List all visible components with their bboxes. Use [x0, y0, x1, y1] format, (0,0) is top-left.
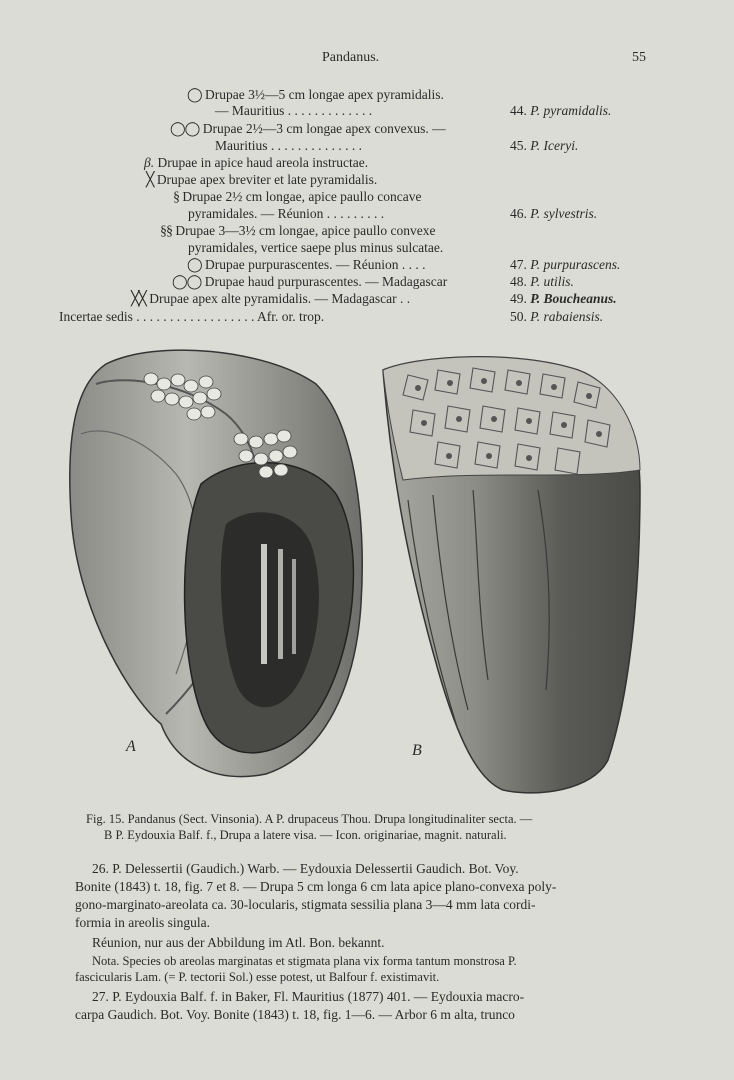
key-reference: 49. P. Boucheanus. [510, 291, 617, 306]
figure-a-drupe-illustration [66, 344, 376, 784]
key-text: — Mauritius . . . . . . . . . . . . . [215, 103, 373, 118]
beta-symbol: β. [144, 155, 155, 170]
key-reference: 44. P. pyramidalis. [510, 103, 612, 118]
key-line [188, 240, 443, 256]
key-text: Incertae sedis . . . . . . . . . . . . . . . . . . Afr. or. trop. [59, 309, 325, 324]
key-line [187, 87, 444, 104]
key-text: Drupae haud purpurascentes. — Madagascar [204, 274, 448, 289]
key-text: pyramidales. — Réunion . . . . . . . . . [188, 206, 385, 221]
key-reference: 48. P. utilis. [510, 274, 574, 289]
key-line [172, 274, 447, 291]
key-text: Drupae purpurascentes. — Réunion . . . . [205, 257, 426, 272]
key-line [187, 257, 426, 274]
double-circle-symbol-icon: ◯◯ [172, 275, 202, 290]
key-text: pyramidales, vertice saepe plus minus sulcatae. [188, 240, 444, 255]
circle-symbol-icon: ◯ [187, 88, 202, 103]
entry-distribution: Réunion, nur aus der Abbildung im Atl. Bon. bekannt. [92, 935, 385, 950]
key-line [215, 138, 362, 154]
key-line [144, 155, 368, 171]
figure-label-a: A [126, 738, 136, 755]
page-number: 55 [632, 50, 646, 65]
double-cross-symbol-icon: ╳╳ [131, 292, 146, 307]
key-text: Drupae 2½ cm longae, apice paullo concave [182, 189, 422, 204]
running-title: Pandanus. [322, 50, 380, 65]
key-text: Drupae 2½—3 cm longae apex convexus. — [202, 121, 446, 136]
key-text: Drupae 3½—5 cm longae apex pyramidalis. [205, 87, 444, 102]
entry-line: 26. P. Delessertii (Gaudich.) Warb. — Eydouxia Delessertii Gaudich. Bot. Voy. [92, 861, 519, 876]
entry-note: Nota. Species ob areolas marginatas et stigmata plana vix forma tantum monstrosa P. [92, 954, 517, 968]
key-text: Mauritius . . . . . . . . . . . . . . [215, 138, 362, 153]
key-reference: 46. P. sylvestris. [510, 206, 598, 221]
key-line [131, 291, 410, 308]
key-line [215, 103, 372, 119]
key-line [173, 189, 422, 206]
section-symbol-icon: § [173, 190, 179, 205]
entry-line: carpa Gaudich. Bot. Voy. Bonite (1843) t. 18, fig. 1—6. — Arbor 6 m alta, trunco [75, 1007, 515, 1022]
key-reference: 45. P. Iceryi. [510, 138, 579, 153]
double-circle-symbol-icon: ◯◯ [170, 122, 200, 137]
double-section-symbol-icon: §§ [160, 224, 172, 239]
entry-line: Bonite (1843) t. 18, fig. 7 et 8. — Drupa 5 cm longa 6 cm lata apice plano-convexa poly- [75, 879, 557, 894]
entry-note: fascicularis Lam. (= P. tectorii Sol.) esse potest, ut Balfour f. existimavit. [75, 970, 440, 984]
figure-b-drupe-illustration [378, 350, 646, 800]
key-line [188, 206, 384, 222]
cross-symbol-icon: ╳ [146, 173, 154, 188]
key-reference: 47. P. purpurascens. [510, 257, 621, 272]
entry-line: 27. P. Eydouxia Balf. f. in Baker, Fl. Mauritius (1877) 401. — Eydouxia macro- [92, 989, 525, 1004]
key-text: Drupae in apice haud areola instructae. [157, 155, 369, 170]
key-text: Drupae apex alte pyramidalis. — Madagascar . . [149, 291, 411, 306]
figure-caption-line: Fig. 15. Pandanus (Sect. Vinsonia). A P. drupaceus Thou. Drupa longitudinaliter secta. — [86, 812, 533, 826]
key-line [146, 172, 377, 189]
circle-symbol-icon: ◯ [187, 258, 202, 273]
key-line [160, 223, 436, 240]
entry-line: formia in areolis singula. [75, 915, 210, 930]
key-text: Drupae 3—3½ cm longae, apice paullo convexe [175, 223, 436, 238]
figure-caption-line: B P. Eydouxia Balf. f., Drupa a latere visa. — Icon. originariae, magnit. naturali. [104, 828, 507, 842]
key-text: Drupae apex breviter et late pyramidalis. [156, 172, 378, 187]
key-line [170, 121, 446, 138]
entry-line: gono-marginato-areolata ca. 30-locularis, stigmata sessilia plana 3—4 mm lata cordi- [75, 897, 536, 912]
key-line [59, 309, 324, 325]
figure-label-b: B [412, 742, 422, 759]
key-reference: 50. P. rabaiensis. [510, 309, 604, 324]
